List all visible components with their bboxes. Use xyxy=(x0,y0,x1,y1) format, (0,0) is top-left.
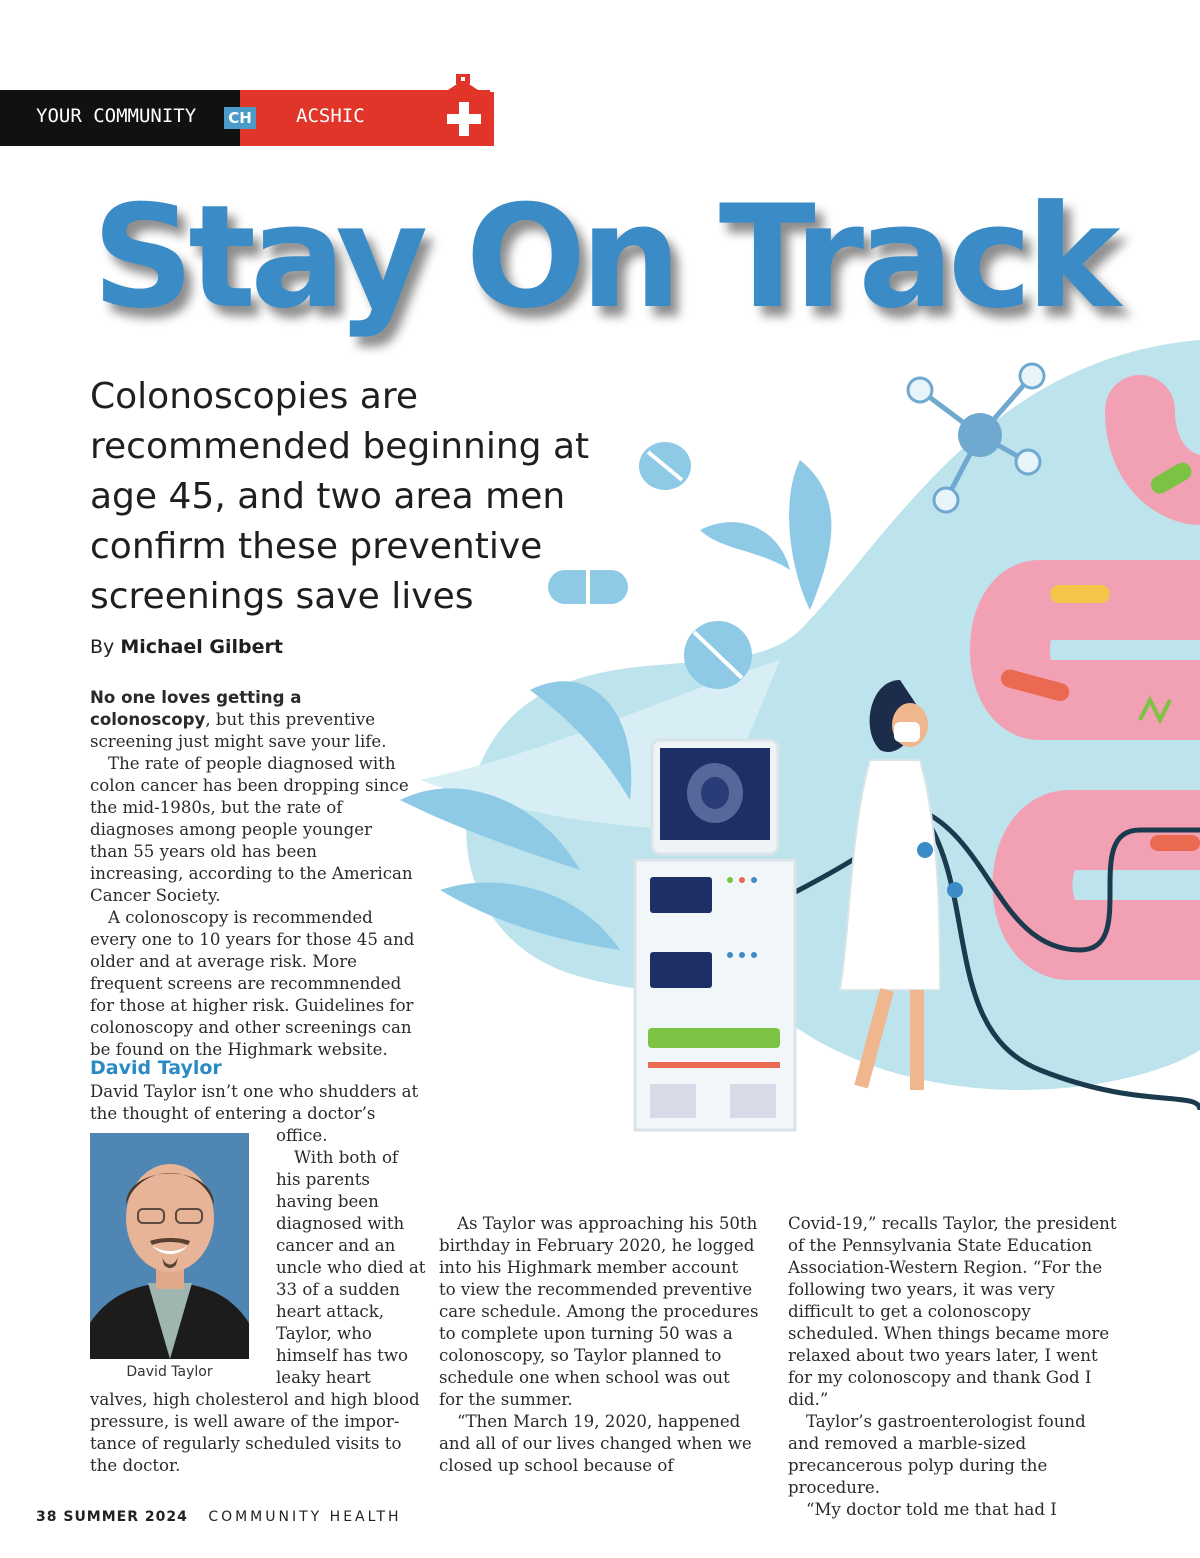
article-title: Stay On Track xyxy=(92,175,1115,340)
intro-paragraph-1 xyxy=(90,687,415,753)
column-3 xyxy=(788,1213,1118,1521)
byline-author: Michael Gilbert xyxy=(120,636,283,658)
lead-rest: , but this preventive screening just might save your life. xyxy=(90,710,387,751)
section-label: YOUR COMMUNITY xyxy=(36,105,197,127)
magazine-name: COMMUNITY HEALTH xyxy=(208,1509,402,1525)
col3-paragraph-3: “My doctor told me that had I xyxy=(806,1500,1057,1519)
intro-column xyxy=(90,687,415,1061)
taylor-intro: David Taylor isn’t one who shudders at the thought of entering a doctor’s xyxy=(90,1082,419,1123)
col3-paragraph-1: Covid-19,” recalls Taylor, the president of the Pennsylvania State Education Association-Western Region. “For the following two years, it was very difficult to get a colonoscopy scheduled. When things became more relaxed about two years later, I went for my colonoscopy and thank God I did.” xyxy=(788,1214,1117,1409)
byline-prefix: By xyxy=(90,636,115,658)
column-2 xyxy=(439,1213,759,1477)
article-deck: Colonoscopies are recommended beginning at age 45, and two area men confirm these preventive screenings save lives xyxy=(90,376,590,617)
tail-text: valves, high cholesterol and high blood pressure, is well aware of the impor-tance of regularly scheduled visits to the doctor. xyxy=(90,1390,420,1475)
intro-paragraph-2: The rate of people diagnosed with colon cancer has been dropping since the mid-1980s, but the rate of diagnoses among people younger than 55 years old has been increasing, according to the American Cancer Society. xyxy=(90,754,413,905)
page-issue: 38 SUMMER 2024 xyxy=(36,1509,188,1525)
wrap-line-office: office. xyxy=(276,1126,328,1145)
col3-paragraph-2: Taylor’s gastroenterologist found and removed a marble-sized precancerous polyp during the procedure. xyxy=(788,1412,1086,1497)
ch-badge: CH xyxy=(224,107,256,129)
page-footer xyxy=(36,1509,402,1525)
david-taylor-photo xyxy=(90,1133,249,1359)
schoolhouse-cross-icon xyxy=(440,70,496,148)
photo-caption: David Taylor xyxy=(126,1364,213,1380)
endoscopy-machine xyxy=(635,740,795,1130)
org-label: ACSHIC xyxy=(296,105,365,127)
wrap-paragraph: With both of his parents having been diagnosed with cancer and an uncle who died at 33 of a sudden heart attack, Taylor, who himself has two leaky heart xyxy=(276,1148,426,1387)
wrap-text xyxy=(276,1125,426,1389)
lead-in: No one loves getting a colonoscopy xyxy=(90,688,302,729)
byline xyxy=(90,636,283,658)
intro-paragraph-3: A colonoscopy is recommended every one to 10 years for those 45 and older and at average risk. More frequent screens are recommnended for those at higher risk. Guidelines for colonoscopy and other screenings can be found on the Highmark website. xyxy=(90,908,415,1059)
col2-paragraph-1: As Taylor was approaching his 50th birthday in February 2020, he logged into his Highmark member account to view the recommended preventive care schedule. Among the procedures to complete upon turning 50 was a colonoscopy, so Taylor planned to schedule one when school was out for the summer. xyxy=(439,1214,759,1409)
col2-paragraph-2: “Then March 19, 2020, happened and all of our lives changed when we closed up school because of xyxy=(439,1412,752,1475)
section-subhead: David Taylor xyxy=(90,1057,222,1079)
